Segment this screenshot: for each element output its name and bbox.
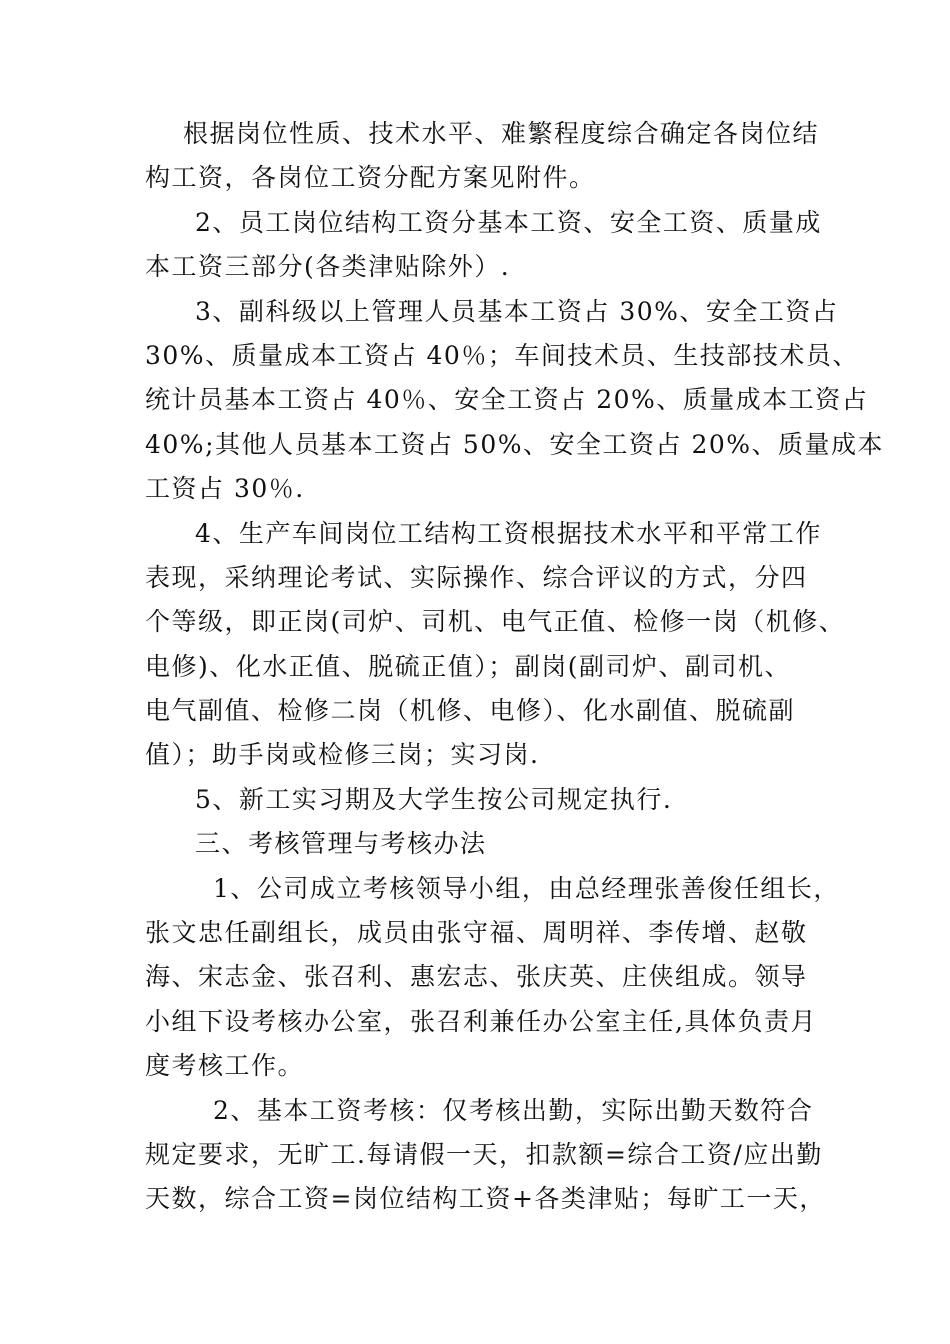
text-line: 统计员基本工资占 40％、安全工资占 20%、质量成本工资占 [145,385,869,415]
text-line: 小组下设考核办公室，张召利兼任办公室主任,具体负责月 [145,1006,817,1036]
text-line: 个等级，即正岗(司炉、司机、电气正值、检修一岗（机修、 [145,607,846,637]
text-line: 3、副科级以上管理人员基本工资占 30%、安全工资占 [195,296,839,326]
text-line: 30%、质量成本工资占 40％；车间技术员、生技部技术员、 [145,340,859,370]
text-line: 度考核工作。 [145,1051,305,1081]
text-line: 电修)、化水正值、脱硫正值）；副岗(副司炉、副司机、 [145,651,792,681]
text-line: 构工资，各岗位工资分配方案见附件。 [145,163,596,193]
text-line: 40%;其他人员基本工资占 50%、安全工资占 20%、质量成本 [145,429,885,459]
text-line: 电气副值、检修二岗（机修、电修）、化水副值、脱硫副 [145,696,796,726]
text-line: 工资占 30％. [145,474,305,504]
section-heading: 三、考核管理与考核办法 [195,829,487,859]
text-line: 天数，综合工资=岗位结构工资+各类津贴；每旷工一天， [145,1184,826,1214]
text-line: 规定要求，无旷工.每请假一天，扣款额=综合工资/应出勤 [145,1139,823,1169]
document-body [145,112,885,1222]
text-line: 5、新工实习期及大学生按公司规定执行. [195,784,673,814]
text-line: 4、生产车间岗位工结构工资根据技术水平和平常工作 [195,518,822,548]
text-line: 值）；助手岗或检修三岗；实习岗. [145,740,540,770]
text-line: 张文忠任副组长，成员由张守福、周明祥、李传增、赵敬 [145,918,808,948]
text-line: 海、宋志金、张召利、惠宏志、张庆英、庄侠组成。领导 [145,962,808,992]
text-line: 表现，采纳理论考试、实际操作、综合评议的方式，分四 [145,562,808,592]
text-line: 2、员工岗位结构工资分基本工资、安全工资、质量成 [195,207,822,237]
text-line: 2、基本工资考核：仅考核出勤，实际出勤天数符合 [213,1095,814,1125]
text-line: 本工资三部分(各类津贴除外）. [145,252,511,282]
text-line: 根据岗位性质、技术水平、难繁程度综合确定各岗位结 [183,119,820,148]
text-line: 1、公司成立考核领导小组，由总经理张善俊任组长， [213,873,840,903]
